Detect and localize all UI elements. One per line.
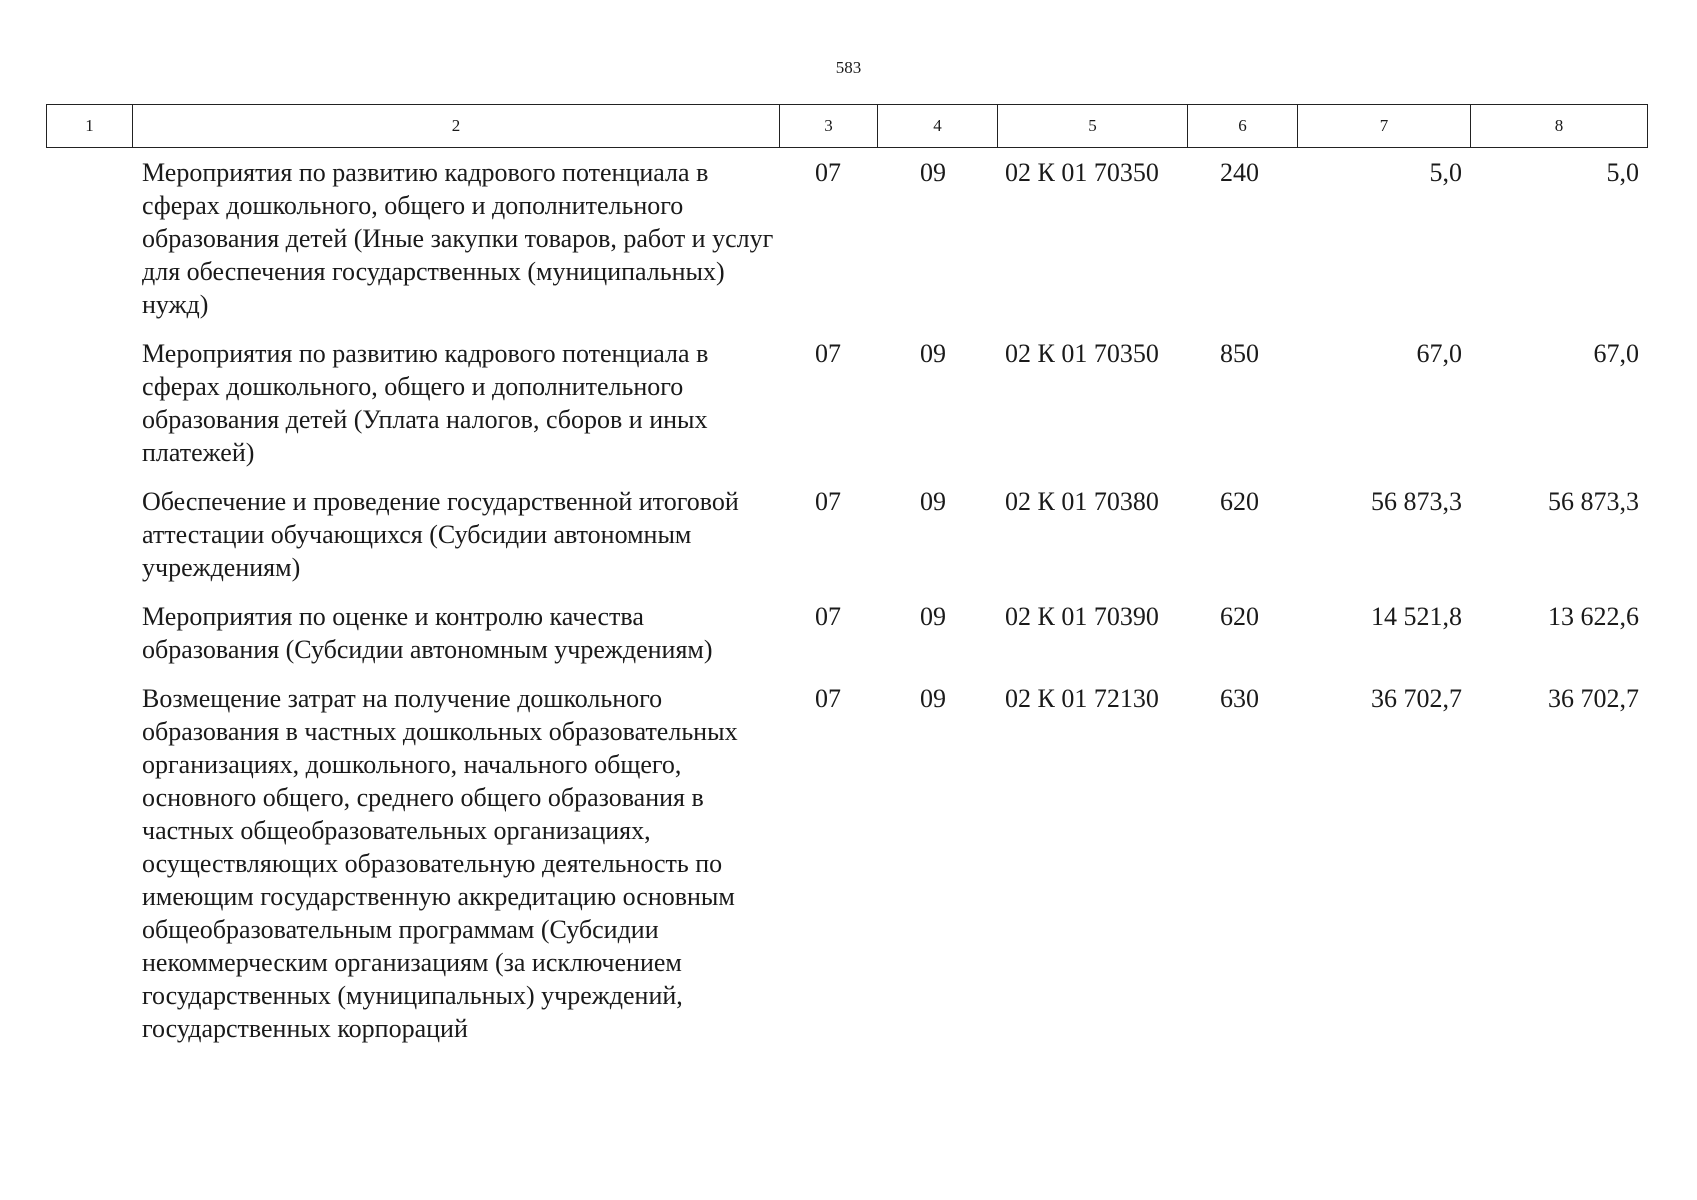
row-subsection: 09 <box>920 684 946 713</box>
row-name: Мероприятия по развитию кадрового потенциала в сферах дошкольного, общего и дополнительного образования детей (Уплата налогов, сборов и иных платежей) <box>142 339 709 467</box>
row-subsection: 09 <box>920 487 946 516</box>
row-target-article: 02 К 01 70380 <box>1005 487 1159 516</box>
row-amount-1: 5,0 <box>1429 158 1462 187</box>
column-number-header <box>46 104 1648 148</box>
budget-table <box>46 156 1647 1061</box>
row-subsection: 09 <box>920 339 946 368</box>
table-row <box>46 156 1647 337</box>
row-section: 07 <box>815 602 841 631</box>
row-section: 07 <box>815 684 841 713</box>
header-col-4: 4 <box>878 105 998 148</box>
row-amount-1: 14 521,8 <box>1371 602 1462 631</box>
page-number: 583 <box>835 58 862 77</box>
row-amount-1: 36 702,7 <box>1371 684 1462 713</box>
row-expense-type: 630 <box>1220 684 1259 713</box>
row-expense-type: 620 <box>1220 487 1259 516</box>
row-amount-2: 13 622,6 <box>1548 602 1639 631</box>
table-row <box>46 485 1647 600</box>
row-amount-2: 36 702,7 <box>1548 684 1639 713</box>
header-col-8: 8 <box>1471 105 1648 148</box>
row-name: Мероприятия по развитию кадрового потенциала в сферах дошкольного, общего и дополнительного образования детей (Иные закупки товаров, работ и услуг для обеспечения государственных (муниципальных) нужд) <box>142 158 774 319</box>
row-target-article: 02 К 01 70390 <box>1005 602 1159 631</box>
row-name: Обеспечение и проведение государственной итоговой аттестации обучающихся (Субсидии автономным учреждениям) <box>142 487 739 582</box>
row-amount-2: 56 873,3 <box>1548 487 1639 516</box>
header-col-2: 2 <box>133 105 780 148</box>
row-target-article: 02 К 01 72130 <box>1005 684 1159 713</box>
header-col-6: 6 <box>1188 105 1298 148</box>
row-amount-2: 5,0 <box>1606 158 1639 187</box>
row-amount-2: 67,0 <box>1593 339 1639 368</box>
row-expense-type: 850 <box>1220 339 1259 368</box>
row-name: Возмещение затрат на получение дошкольного образования в частных дошкольных образовательных организациях, дошкольного, начального общего, основного общего, среднего общего образования в частных общеобразовательных организациях, осуществляющих образовательную деятельность по имеющим государственную аккредитацию основным общеобразовательным программам (Субсидии некоммерческим организациям (за исключением государственных (муниципальных) учреждений, государственных корпораций <box>142 684 738 1043</box>
row-subsection: 09 <box>920 158 946 187</box>
row-expense-type: 240 <box>1220 158 1259 187</box>
row-expense-type: 620 <box>1220 602 1259 631</box>
header-col-3: 3 <box>780 105 878 148</box>
row-amount-1: 67,0 <box>1416 339 1462 368</box>
row-amount-1: 56 873,3 <box>1371 487 1462 516</box>
header-col-7: 7 <box>1298 105 1471 148</box>
header-col-5: 5 <box>998 105 1188 148</box>
header-col-1: 1 <box>47 105 133 148</box>
row-section: 07 <box>815 339 841 368</box>
table-row <box>46 682 1647 1061</box>
row-target-article: 02 К 01 70350 <box>1005 339 1159 368</box>
row-target-article: 02 К 01 70350 <box>1005 158 1159 187</box>
row-name: Мероприятия по оценке и контролю качества образования (Субсидии автономным учреждениям) <box>142 602 713 664</box>
row-section: 07 <box>815 158 841 187</box>
row-section: 07 <box>815 487 841 516</box>
table-row <box>46 600 1647 682</box>
row-subsection: 09 <box>920 602 946 631</box>
table-row <box>46 337 1647 485</box>
